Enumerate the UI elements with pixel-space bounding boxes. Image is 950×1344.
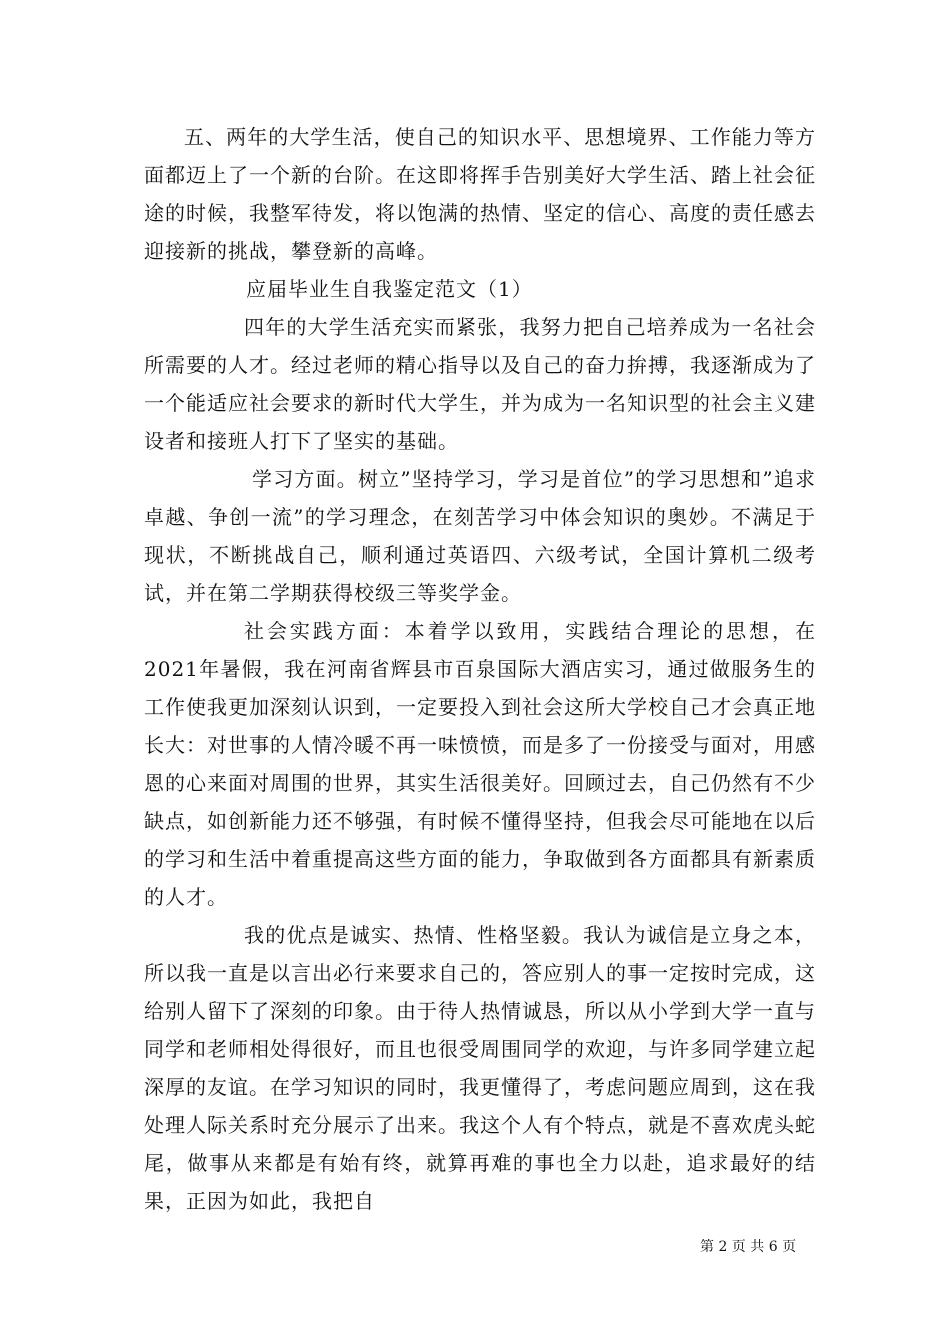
paragraph-practice: 社会实践方面：本着学以致用，实践结合理论的思想，在2021年暑假，我在河南省辉县市百泉国际大酒店实习，通过做服务生的工作使我更加深刻认识到，一定要投入到社会这所大学校自己才会真正地长大：对世事的人情冷暖不再一味愤愤，而是多了一份接受与面对，用感恩的心来面对周围的世界，其实生活很美好。回顾过去，自己仍然有不少缺点，如创新能力还不够强，有时候不懂得坚持，但我会尽可能地在以后的学习和生活中着重提高这些方面的能力，争取做到各方面都具有新素质的人才。 (144, 619, 816, 909)
paragraph-summary: 五、两年的大学生活，使自己的知识水平、思想境界、工作能力等方面都迈上了一个新的台阶。在这即将挥手告别美好大学生活、踏上社会征途的时候，我整军待发，将以饱满的热情、坚定的信心、高度的责任感去迎接新的挑战，攀登新的高峰。 (144, 125, 816, 263)
page-number: 第 2 页 共 6 页 (700, 1239, 797, 1255)
paragraph-strengths: 我的优点是诚实、热情、性格坚毅。我认为诚信是立身之本，所以我一直是以言出必行来要求自己的，答应别人的事一定按时完成，这给别人留下了深刻的印象。由于待人热情诚恳，所以从小学到大学一直与同学和老师相处得很好，而且也很受周围同学的欢迎，与许多同学建立起深厚的友谊。在学习知识的同时，我更懂得了，考虑问题应周到，这在我处理人际关系时充分展示了出来。我这个人有个特点，就是不喜欢虎头蛇尾，做事从来都是有始有终，就算再难的事也全力以赴，追求最好的结果，正因为如此，我把自 (144, 923, 816, 1213)
paragraph-intro: 四年的大学生活充实而紧张，我努力把自己培养成为一名社会所需要的人才。经过老师的精心指导以及自己的奋力拚搏，我逐渐成为了一个能适应社会要求的新时代大学生，并为成为一名知识型的社会主义建设者和接班人打下了坚实的基础。 (144, 315, 816, 453)
document-body (144, 118, 816, 1220)
section-heading: 应届毕业生自我鉴定范文（1） (246, 277, 533, 301)
paragraph-study: 学习方面。树立”坚持学习，学习是首位”的学习思想和”追求卓越、争创一流”的学习理念，在刻苦学习中体会知识的奥妙。不满足于现状，不断挑战自己，顺利通过英语四、六级考试，全国计算机二级考试，并在第二学期获得校级三等奖学金。 (144, 467, 816, 605)
